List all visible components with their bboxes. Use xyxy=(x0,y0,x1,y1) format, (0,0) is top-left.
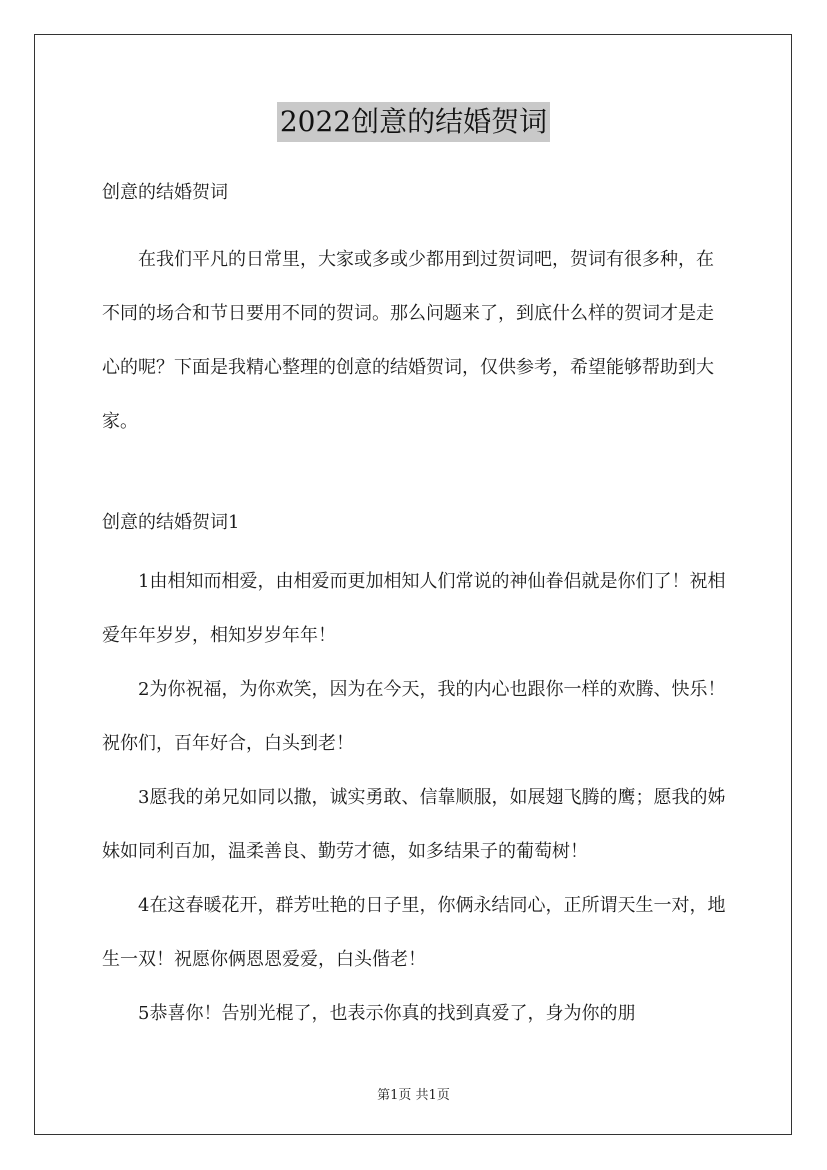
title-container xyxy=(0,102,827,142)
intro-heading: 创意的结婚贺词 xyxy=(102,182,228,203)
section-spacer xyxy=(102,449,728,505)
intro-paragraph: 在我们平凡的日常里，大家或多或少都用到过贺词吧，贺词有很多种，在不同的场合和节日要用不同的贺词。那么问题来了，到底什么样的贺词才是走心的呢？下面是我精心整理的创意的结婚贺词，仅供参考，希望能够帮助到大家。 xyxy=(102,249,714,432)
greeting-item-3: 3愿我的弟兄如同以撒，诚实勇敢、信靠顺服，如展翅飞腾的鹰；愿我的姊妹如同利百加，温柔善良、勤劳才德，如多结果子的葡萄树！ xyxy=(102,787,726,862)
greeting-item-5: 5恭喜你！告别光棍了，也表示你真的找到真爱了，身为你的朋 xyxy=(138,1003,636,1024)
document-body xyxy=(102,173,728,1041)
greeting-item-4: 4在这春暖花开，群芳吐艳的日子里，你俩永结同心，正所谓天生一对，地生一双！祝愿你俩恩恩爱爱，白头偕老！ xyxy=(102,895,726,970)
greeting-item-1: 1由相知而相爱，由相爱而更加相知人们常说的神仙眷侣就是你们了！祝相爱年年岁岁，相知岁岁年年！ xyxy=(102,571,726,646)
document-title: 2022创意的结婚贺词 xyxy=(277,102,550,142)
greeting-item-2: 2为你祝福，为你欢笑，因为在今天，我的内心也跟你一样的欢腾、快乐！祝你们，百年好合，白头到老！ xyxy=(102,679,726,754)
section-heading: 创意的结婚贺词1 xyxy=(102,512,240,533)
page-footer: 第1页 共1页 xyxy=(377,1088,450,1103)
